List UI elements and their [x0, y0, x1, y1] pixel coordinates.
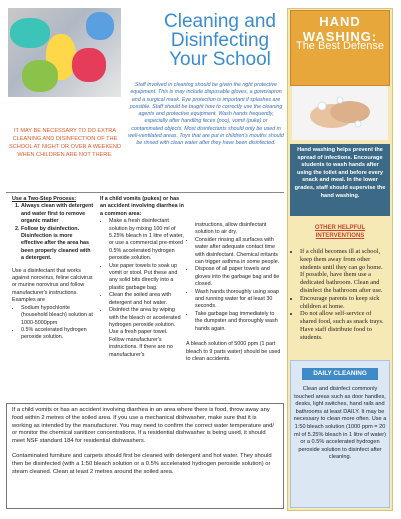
- list-item: 2. Follow by disinfection. Disinfection is more effective after the area has been properly cleaned with a detergent.: [21, 226, 94, 263]
- list-item: • If a child becomes ill at school, keep them away from other students until they can go home. If possible, have them use a dedicated bathroom. Clean and disinfect the bathroom after use.: [300, 248, 388, 295]
- daily-cleaning-title: DAILY CLEANING: [302, 368, 378, 380]
- sponge-shape: [10, 18, 50, 48]
- list-item: • Disinfect the area by wiping with the bleach or accelerated hydrogen peroxide solution. Use a fresh paper towel. Follow manufacturer's instructions. If there are no manufacturer's: [109, 307, 184, 359]
- two-step-list: [12, 203, 94, 262]
- title-line-1: Cleaning and: [164, 11, 276, 32]
- hand-washing-title: HAND WASHING:: [302, 14, 378, 44]
- spray-shape: [86, 12, 114, 40]
- hand-washing-subtitle: The Best Defense: [295, 40, 385, 52]
- vomit-heading: If a child vomits (pukes) or has an accident involving diarrhea in a common area:: [100, 196, 184, 217]
- continued-instructions: instructions, allow disinfectant solution to air dry.: [195, 222, 267, 236]
- list-item: • Wash hands thoroughly using soap and running water for at least 30 seconds.: [195, 289, 282, 311]
- two-step-heading: Use a Two-Step Process:: [12, 196, 77, 202]
- vomit-accident-continued-column: [186, 222, 282, 363]
- extra-cleaning-warning: IT MAY BE NECESSARY TO DO EXTRA CLEANING AND DISINFECTION OF THE SCHOOL AT NIGHT OR OVER A WEEKEND WHEN CHILDREN ARE NOT THERE.: [8, 128, 121, 158]
- list-item: • Dispose of all paper towels and gloves into the garbage bag and tie closed.: [195, 266, 282, 288]
- hands-icon: [292, 86, 388, 140]
- list-item: • Take garbage bag immediately to the dumpster and thoroughly wash hands again.: [195, 311, 282, 333]
- vomit-steps-list: [100, 218, 184, 359]
- list-item: • Encourage parents to keep sick children at home.: [300, 295, 388, 311]
- examples-list: [12, 305, 94, 342]
- list-item: 1. Always clean with detergent and water first to remove organic matter: [21, 203, 94, 225]
- cloth-shape: [22, 60, 58, 92]
- washing-hands-photo: [292, 86, 388, 140]
- list-item: • Do not allow self-service of shared food, such as snack trays. Have staff distribute food to students.: [300, 310, 388, 341]
- bleach-accident-paragraph: A bleach solution of 5000 ppm (1 part bleach to 9 parts water) should be used to clean accidents.: [186, 341, 281, 362]
- food-area-info-box: [6, 403, 284, 509]
- hand-washing-text: Hand washing helps prevent the spread of infections. Encourage students to wash hands after using the toilet and before every snack and meal. In the lower grades, staff should supervise the hand washing.: [290, 144, 390, 216]
- cleaning-supplies-photo: [8, 8, 121, 97]
- page-title: [140, 12, 300, 69]
- intro-paragraph: Staff involved in cleaning should be given the right protective equipment. This is may include disposable gloves, a gown/apron and a surgical mask. Eye protection is important if splashes are possible. Staff should be taught how to correctly use the cleaning agents and protective equipment. Wash hands frequently, especially after handling feces (poo), vomit (puke) or contaminated objects. Most disinfectants should only be used in well-ventilated areas. Toys that are put in children's mouths should be rinsed with clean water after they have been disinfected.: [128, 82, 284, 147]
- title-line-3: Your School: [169, 49, 271, 70]
- list-item: • Consider rinsing all surfaces with water after adequate contact time with disinfectant. Chemical irritants can trigger asthma in some people.: [195, 237, 282, 267]
- glove-shape: [72, 48, 106, 82]
- list-item: • Clean the soiled area with detergent and hot water.: [109, 292, 184, 307]
- section-divider: [6, 192, 284, 193]
- list-item: • Sodium hypochlorite (household bleach) solution at 1000-5000ppm: [21, 305, 94, 327]
- title-line-2: Disinfecting: [170, 30, 270, 51]
- list-item: • Use paper towels to soak up vomit or stool. Put these and any solid bits directly into a plastic garbage bag.: [109, 263, 184, 293]
- other-interventions-list: [292, 248, 388, 342]
- list-item: • 0.5% accelerated hydrogen peroxide solution.: [21, 327, 94, 342]
- two-step-process-column: [12, 196, 94, 342]
- other-interventions-title: OTHER HELPFUL INTERVENTIONS: [314, 225, 366, 239]
- daily-cleaning-text: Clean and disinfect commonly touched areas such as door handles, desks, light switches, hand rails and bathrooms at least DAILY. It may be necessary to clean more often. Use a 1:50 bleach solution (1000 ppm = 20 ml of 5.25% bleach in 1 litre of water) or a 0.5% accelerated hydrogen peroxide solution to disinfect after cleaning.: [293, 386, 387, 461]
- vomit-accident-column: [100, 196, 184, 359]
- continued-steps-list: [186, 237, 282, 333]
- disinfectant-paragraph: Use a disinfectant that works against norovirus, feline calcivirus or murine norovirus and follow manufacturer's instructions. Examples are: [12, 267, 93, 304]
- furniture-carpet-paragraph: Contaminated furniture and carpets should first be cleaned with detergent and hot water. They should then be disinfected (with a 1:50 bleach solution or a 0.5% accelerated hydrogen peroxide solution) or steam cleaned. Clean at least 2 metres around the soiled area.: [12, 452, 272, 475]
- food-area-paragraph: If a child vomits or has an accident involving diarrhea in an area where there is food, throw away any food within 2 metres of the soiled area. If you use a mechanical dishwasher, make sure that it is working as intended by the manufacturer. You may need to confirm the correct water temperature and/ or monitor the chemical sanitizer concentrations. If a residential dishwasher is being used, it should meet NSF standard 184 for residential dishwashers.: [12, 407, 274, 445]
- list-item: • Make a fresh disinfectant solution by mixing 100 ml of 5.25% bleach in 1 litre of water, or use a commercial pre-mixed 0.5% accelerated hydrogen peroxide solution.: [109, 218, 184, 262]
